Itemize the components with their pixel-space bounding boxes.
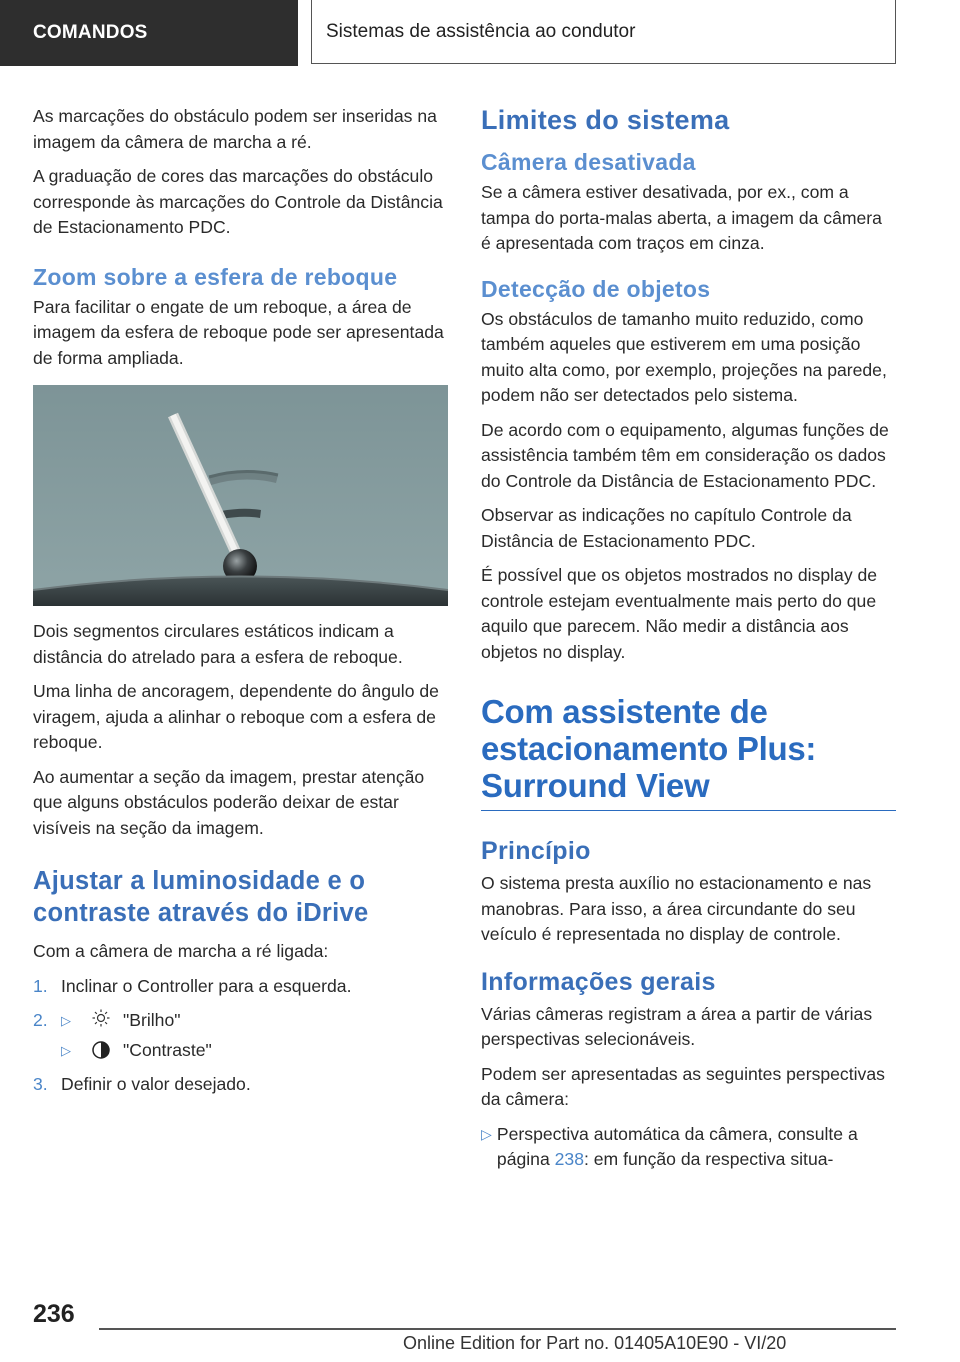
heading-principio: Princípio bbox=[481, 837, 591, 865]
paragraph: O sistema presta auxílio no estacionamento e nas manobras. Para isso, a área circundante do seu veículo é representada no display de controle. bbox=[481, 873, 872, 944]
paragraph: Observar as indicações no capítulo Controle da Distância de Estacionamento PDC. bbox=[481, 505, 852, 551]
step-number: 1. bbox=[33, 975, 48, 996]
page-link-238[interactable]: 238 bbox=[554, 1149, 584, 1169]
paragraph: Se a câmera estiver desativada, por ex., com a tampa do porta-malas aberta, a imagem da câmera é apresentada com traços em cinza. bbox=[481, 182, 882, 253]
heading-ajustar: Ajustar a luminosidade e o contraste através do iDrive bbox=[33, 867, 369, 927]
step-2-sub bbox=[61, 1038, 448, 1064]
bullet-text: Perspectiva automática da câmera, consulte a página 238: em função da respectiva situa- bbox=[496, 1123, 858, 1169]
heading-camera-desativada: Câmera desativada bbox=[481, 149, 696, 175]
step-text: Definir o valor desejado. bbox=[61, 1074, 251, 1094]
right-column bbox=[481, 104, 896, 1173]
step-3 bbox=[33, 1072, 448, 1098]
page-header bbox=[0, 0, 298, 66]
triangle-right-icon: ▷ bbox=[481, 1125, 492, 1142]
heading-informacoes: Informações gerais bbox=[481, 967, 716, 996]
paragraph: Dois segmentos circulares estáticos indicam a distância do atrelado para a esfera de reboque. bbox=[33, 621, 403, 667]
triangle-right-icon: ▷ bbox=[61, 1042, 71, 1058]
page-number: 236 bbox=[33, 1300, 75, 1328]
chapter-title: Sistemas de assistência ao condutor bbox=[311, 0, 896, 64]
tow-ball-camera-image bbox=[33, 385, 448, 606]
menu-item-contraste: "Contraste" bbox=[123, 1039, 212, 1060]
step-text: Inclinar o Controller para a esquerda. bbox=[61, 975, 352, 996]
paragraph: As marcações do obstáculo podem ser inseridas na imagem da câmera de marcha a ré. bbox=[33, 106, 437, 152]
sun-icon bbox=[91, 1008, 111, 1028]
list-item bbox=[481, 1122, 896, 1173]
paragraph: De acordo com o equipamento, algumas funções de assistência também têm em consideração os dados do Controle da Distância de Estacionamento PDC. bbox=[481, 419, 889, 491]
heading-limites: Limites do sistema bbox=[481, 105, 730, 135]
heading-surround-view: Com assistente de estacionamento Plus: Surround View bbox=[481, 693, 896, 811]
paragraph: Com a câmera de marcha a ré ligada: bbox=[33, 941, 329, 961]
triangle-right-icon: ▷ bbox=[61, 1013, 71, 1028]
paragraph: Podem ser apresentadas as seguintes perspectivas da câmera: bbox=[481, 1063, 885, 1109]
section-tab: COMANDOS bbox=[0, 0, 298, 66]
left-column bbox=[33, 104, 448, 1107]
paragraph: Os obstáculos de tamanho muito reduzido, como também aqueles que estiverem em uma posição muito alta como, por exemplo, projeções na parede, podem não ser detectados pelo sistema. bbox=[481, 308, 887, 405]
contrast-icon bbox=[91, 1040, 111, 1060]
step-1 bbox=[33, 974, 448, 1000]
paragraph: Várias câmeras registram a área a partir de várias perspectivas selecionáveis. bbox=[481, 1003, 873, 1049]
step-number: 2. bbox=[33, 1010, 48, 1030]
footer-edition: Online Edition for Part no. 01405A10E90 - VI/20 bbox=[403, 1333, 787, 1353]
paragraph: Para facilitar o engate de um reboque, a área de imagem da esfera de reboque pode ser apresentada de forma ampliada. bbox=[33, 296, 444, 368]
footer-divider bbox=[99, 1328, 896, 1330]
heading-deteccao: Detecção de objetos bbox=[481, 275, 711, 302]
heading-zoom: Zoom sobre a esfera de reboque bbox=[33, 263, 398, 290]
paragraph: É possível que os objetos mostrados no display de controle estejam eventualmente mais perto do que aquilo que parecem. Não medir a distância aos objetos no display. bbox=[481, 565, 878, 662]
step-2 bbox=[33, 1008, 448, 1034]
step-number: 3. bbox=[33, 1074, 48, 1094]
paragraph: A graduação de cores das marcações do obstáculo corresponde às marcações do Controle da Distância de Estacionamento PDC. bbox=[33, 166, 443, 237]
paragraph: Uma linha de ancoragem, dependente do ângulo de viragem, ajuda a alinhar o reboque com a esfera de reboque. bbox=[33, 681, 439, 752]
paragraph: Ao aumentar a seção da imagem, prestar atenção que alguns obstáculos poderão deixar de estar visíveis na seção da imagem. bbox=[33, 766, 425, 838]
menu-item-brilho: "Brilho" bbox=[123, 1010, 181, 1030]
